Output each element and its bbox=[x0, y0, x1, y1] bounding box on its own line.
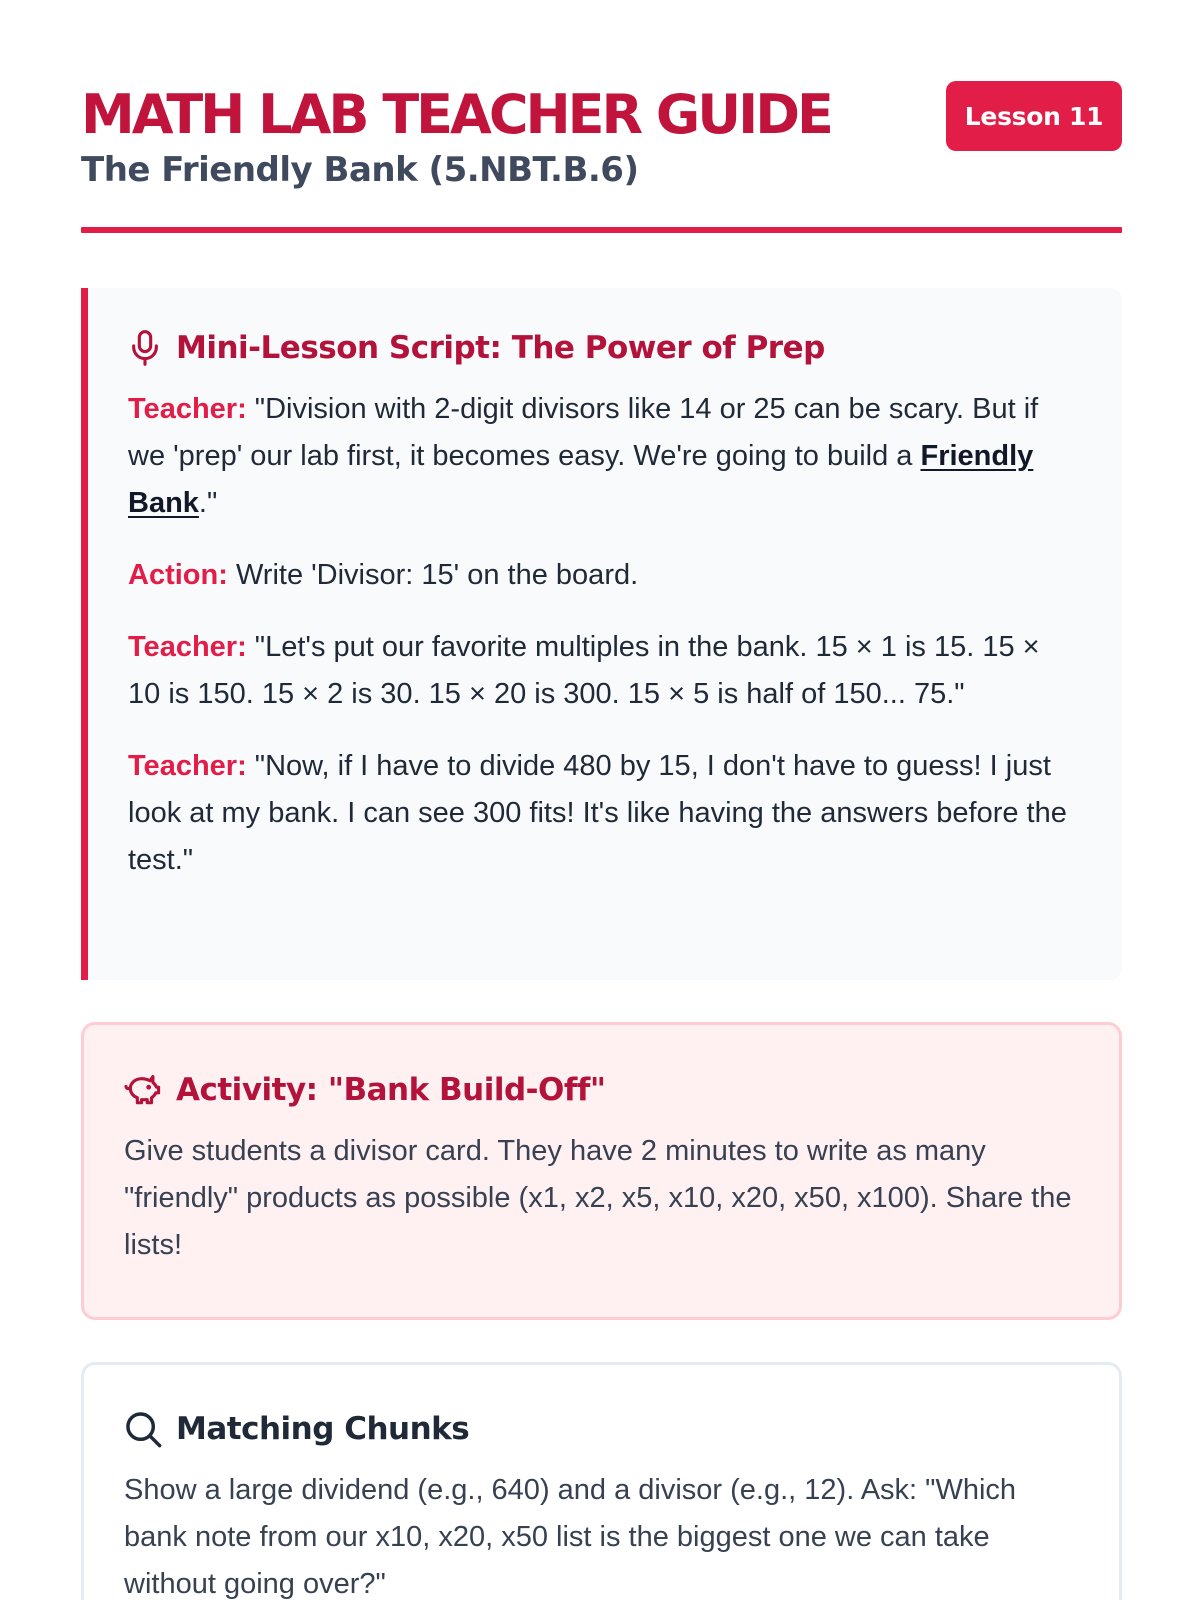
search-icon bbox=[124, 1410, 162, 1448]
script-text: ." bbox=[198, 487, 218, 519]
script-card-header bbox=[128, 328, 1078, 368]
script-paragraph-3 bbox=[128, 624, 1078, 718]
speaker-label: Teacher: bbox=[128, 631, 247, 663]
script-paragraph-1 bbox=[128, 386, 1078, 527]
header-divider bbox=[81, 227, 1122, 233]
activity-card-title: Activity: "Bank Build-Off" bbox=[176, 1072, 606, 1108]
speaker-label: Teacher: bbox=[128, 393, 247, 425]
script-paragraph-2 bbox=[128, 552, 1078, 599]
page-subtitle: The Friendly Bank (5.NBT.B.6) bbox=[81, 150, 639, 190]
activity-card bbox=[81, 1022, 1122, 1320]
speaker-label: Teacher: bbox=[128, 750, 247, 782]
friendly-bank-term: Friendly Bank bbox=[128, 440, 1034, 519]
script-text: Write 'Divisor: 15' on the board. bbox=[235, 559, 639, 591]
script-text: "Let's put our favorite multiples in the bank. 15 × 1 is 15. 15 × 10 is 150. 15 × 2 is 30. 15 × 20 is 300. 15 × 5 is half of 150... 75." bbox=[128, 631, 1040, 710]
lesson-badge: Lesson 11 bbox=[946, 81, 1122, 151]
matching-chunks-card bbox=[81, 1362, 1122, 1600]
mini-lesson-script-card bbox=[81, 288, 1122, 980]
script-text: "Now, if I have to divide 480 by 15, I don't have to guess! I just look at my bank. I can see 300 fits! It's like having the answers before the test." bbox=[128, 750, 1067, 876]
piggy-bank-icon bbox=[124, 1073, 162, 1107]
chunks-card-title: Matching Chunks bbox=[176, 1411, 470, 1447]
script-paragraph-4 bbox=[128, 743, 1078, 884]
script-card-title: Mini-Lesson Script: The Power of Prep bbox=[176, 330, 825, 366]
page-header bbox=[81, 80, 1122, 194]
microphone-icon bbox=[128, 329, 162, 367]
activity-description: Give students a divisor card. They have 2 minutes to write as many "friendly" products as possible (x1, x2, x5, x10, x20, x50, x100). Share the lists! bbox=[124, 1135, 1072, 1261]
chunks-card-header bbox=[124, 1409, 1081, 1449]
script-text: "Division with 2-digit divisors like 14 or 25 can be scary. But if we 'prep' our lab first, it becomes easy. We're going to build a bbox=[128, 393, 1039, 472]
speaker-label: Action: bbox=[128, 559, 228, 591]
chunks-description: Show a large dividend (e.g., 640) and a divisor (e.g., 12). Ask: "Which bank note from our x10, x20, x50 list is the biggest one we can take without going over?" bbox=[124, 1474, 1017, 1600]
page-title: MATH LAB TEACHER GUIDE bbox=[81, 83, 831, 146]
activity-card-header bbox=[124, 1070, 1081, 1110]
